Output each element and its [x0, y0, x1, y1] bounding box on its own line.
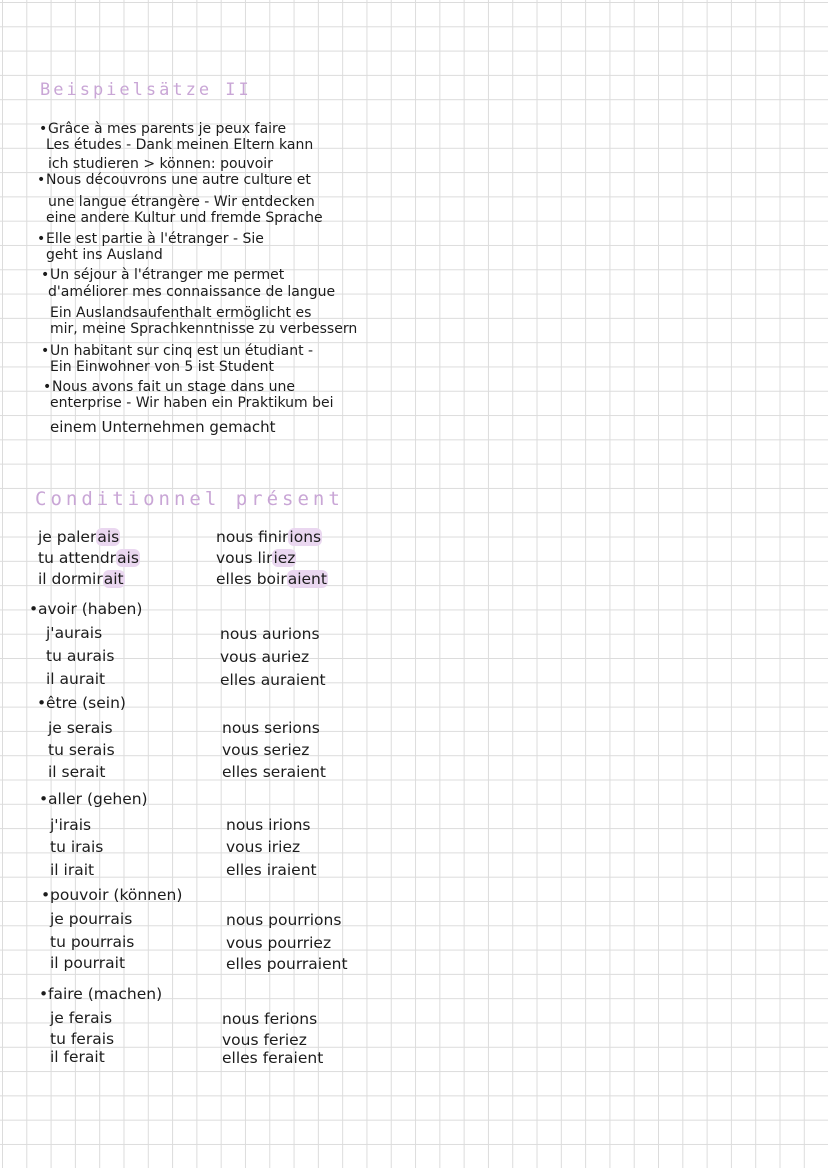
sentence-line: eine andere Kultur und fremde Sprache: [46, 210, 323, 226]
sentence-line: einem Unternehmen gemacht: [50, 418, 276, 436]
sentence-line: ich studieren > können: pouvoir: [48, 156, 273, 172]
conjugation: tu ferais: [50, 1030, 115, 1048]
stem: tu attendr: [38, 549, 117, 567]
example-conjugation: [216, 569, 328, 589]
conjugation: nous ferions: [222, 1010, 318, 1028]
conjugation: il serait: [48, 763, 106, 781]
section-title-conditionnel: Conditionnel présent: [35, 488, 344, 510]
conjugation: elles auraient: [220, 671, 326, 689]
ending: iez: [273, 549, 296, 567]
ending: ions: [289, 528, 322, 546]
example-conjugation: [216, 548, 296, 568]
conjugation: j'aurais: [46, 624, 103, 642]
conjugation: il pourrait: [50, 954, 126, 972]
conjugation: tu pourrais: [50, 933, 135, 951]
conjugation: elles pourraient: [226, 955, 348, 973]
ending: ais: [97, 528, 120, 546]
stem: nous finir: [216, 528, 289, 546]
conjugation: il irait: [50, 861, 95, 879]
conjugation: tu aurais: [46, 647, 115, 665]
stem: vous lir: [216, 549, 273, 567]
conjugation: tu irais: [50, 838, 104, 856]
conjugation: elles seraient: [222, 763, 326, 781]
conjugation: vous iriez: [226, 838, 301, 856]
sentence-line: • Un habitant sur cinq est un étudiant -: [50, 344, 313, 359]
conjugation: vous auriez: [220, 648, 310, 666]
conjugation: vous seriez: [222, 741, 310, 759]
stem: il dormir: [38, 570, 103, 588]
sentence-line: • Nous découvrons une autre culture et: [46, 173, 311, 188]
conjugation: je ferais: [50, 1009, 113, 1027]
verb-heading: • avoir (haben): [38, 600, 142, 618]
conjugation: elles iraient: [226, 861, 317, 879]
conjugation: vous feriez: [222, 1031, 307, 1049]
sentence-line: geht ins Ausland: [46, 247, 163, 263]
conjugation: il ferait: [50, 1048, 105, 1066]
sentence-line: Ein Auslandsaufenthalt ermöglicht es: [50, 305, 312, 321]
conjugation: tu serais: [48, 741, 115, 759]
conjugation: nous pourrions: [226, 911, 342, 929]
sentence-line: une langue étrangère - Wir entdecken: [48, 194, 315, 210]
conjugation: nous serions: [222, 719, 320, 737]
sentence-line: enterprise - Wir haben ein Praktikum bei: [50, 395, 334, 411]
ending: aient: [287, 570, 327, 588]
verb-heading: • faire (machen): [48, 985, 162, 1003]
sentence-line: • Grâce à mes parents je peux faire: [48, 122, 286, 137]
conjugation: nous aurions: [220, 625, 320, 643]
sentence-line: d'améliorer mes connaissance de langue: [48, 284, 336, 300]
sentence-line: Ein Einwohner von 5 ist Student: [50, 359, 275, 375]
verb-heading: • être (sein): [46, 694, 126, 712]
verb-heading: • pouvoir (können): [50, 886, 182, 904]
sentence-line: • Un séjour à l'étranger me permet: [50, 268, 284, 283]
stem: elles boir: [216, 570, 287, 588]
conjugation: je serais: [48, 719, 113, 737]
sentence-line: • Nous avons fait un stage dans une: [52, 380, 295, 395]
verb-heading: • aller (gehen): [48, 790, 148, 808]
example-conjugation: [216, 527, 322, 547]
example-conjugation: [38, 527, 120, 547]
conjugation: vous pourriez: [226, 934, 332, 952]
ending: ais: [117, 549, 139, 567]
sentence-line: • Elle est partie à l'étranger - Sie: [46, 232, 264, 247]
stem: je paler: [38, 528, 97, 546]
example-conjugation: [38, 569, 125, 589]
conjugation: je pourrais: [50, 910, 133, 928]
sentence-line: mir, meine Sprachkenntnisse zu verbessern: [50, 321, 358, 337]
conjugation: elles feraient: [222, 1049, 324, 1067]
conjugation: j'irais: [50, 816, 92, 834]
sentence-line: Les études - Dank meinen Eltern kann: [46, 137, 314, 153]
conjugation: il aurait: [46, 670, 106, 688]
ending: ait: [103, 570, 124, 588]
section-title-beispielsaetze: Beispielsätze II: [40, 80, 252, 100]
example-conjugation: [38, 548, 140, 568]
conjugation: nous irions: [226, 816, 311, 834]
